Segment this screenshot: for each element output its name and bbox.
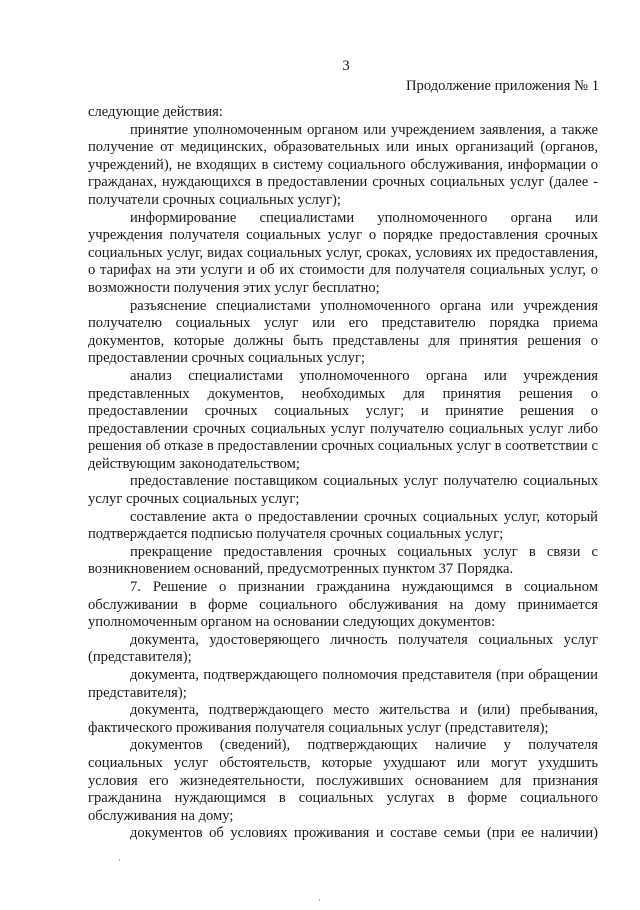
paragraph-residence-document: документа, подтверждающего место жительства и (или) пребывания, фактического проживания получателя социальных услуг (представителя); — [88, 702, 598, 736]
paragraph-circumstances-documents: документов (сведений), подтверждающих наличие у получателя социальных услуг обстоятельств, которые ухудшают или могут ухудшить условия его жизнедеятельности, послуживших основанием для признания гражданина нуждающимся в социальных услугах в форме социального обслуживания на дому; — [88, 737, 598, 824]
paragraph-analysis: анализ специалистами уполномоченного органа или учреждения представленных документов, необходимых для принятия решения о предоставлении срочных социальных услуг; и принятие решения о предоставлении срочных социальных услуг получателю социальных услуг либо решения об отказе в предоставлении срочных социальных услуг в соответствии с действующим законодательством; — [88, 367, 598, 472]
paragraph-termination: прекращение предоставления срочных социальных услуг в связи с возникновением оснований, предусмотренных пунктом 37 Порядка. — [88, 543, 598, 578]
scan-speck: · — [118, 855, 121, 865]
page-number: 3 — [342, 58, 350, 74]
paragraph-living-conditions: документов об условиях проживания и составе семьи (при ее наличии) — [130, 825, 598, 842]
paragraph-identity-document: документа, удостоверяющего личность получателя социальных услуг (представителя); — [88, 631, 598, 666]
scan-speck: · — [318, 895, 321, 905]
paragraph-informing: информирование специалистами уполномоченного органа или учреждения получателя социальных услуг о порядке предоставления срочных социальных услуг, видах социальных услуг, сроках, условиях их предоставления, о тарифах на эти услуги и об их стоимости для получателя социальных услуг, о возможности получения этих услуг бесплатно; — [88, 209, 598, 296]
appendix-continuation-note: Продолжение приложения № 1 — [406, 78, 599, 94]
document-body — [88, 104, 598, 843]
paragraph-item-7: 7. Решение о признании гражданина нуждающимся в социальном обслуживании в форме социального обслуживания на дому принимается уполномоченным органом на основании следующих документов: — [88, 579, 598, 631]
paragraph-provision: предоставление поставщиком социальных услуг получателю социальных услуг срочных социальных услуг; — [88, 473, 598, 508]
paragraph-intro: следующие действия: — [88, 104, 223, 120]
paragraph-application-acceptance: принятие уполномоченным органом или учреждением заявления, а также получение от медицинских, образовательных или иных организаций (органов, учреждений), не входящих в систему социального обслуживания, информации о гражданах, нуждающихся в предоставлении срочных социальных услуг (далее - получатели срочных социальных услуг); — [88, 121, 598, 208]
paragraph-act: составление акта о предоставлении срочных социальных услуг, который подтверждается подписью получателя срочных социальных услуг; — [88, 508, 598, 543]
paragraph-authority-document: документа, подтверждающего полномочия представителя (при обращении представителя); — [88, 667, 598, 701]
paragraph-clarification: разъяснение специалистами уполномоченного органа или учреждения получателю социальных услуг или его представителю порядка приема документов, которые должны быть представлены для принятия решения о предоставлении срочных социальных услуг; — [88, 297, 598, 367]
